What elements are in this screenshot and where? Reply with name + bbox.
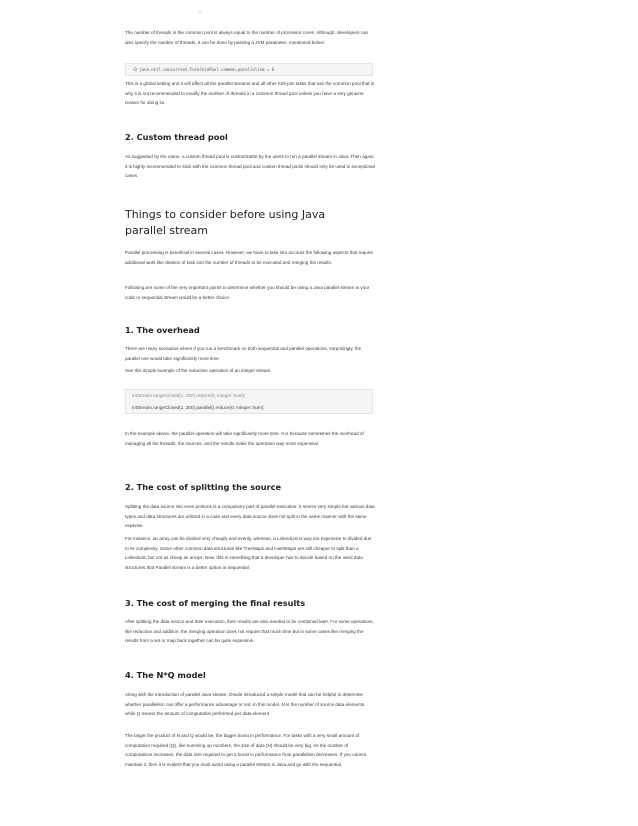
intro-paragraph-1: The number of threads in the common pool is always equal to the number of processor cores. Although, developers can also specify the number of threads. It can be done by passing a JVM parameter, mentioned below:: [125, 30, 369, 45]
parallel-code-line: IntStream.rangeClosed(1, 200).parallel().reduce(0, Integer::sum);: [132, 405, 265, 410]
merging-cost-heading: 3. The cost of merging the final results: [125, 598, 306, 608]
nq-paragraph-2: The larger the product of N and Q would be, the bigger boost in performance. For tasks with a very small amount of computation required (Q), like summing up numbers, the size of data (N) should be very big. As the number of computations increases, the data size required to get a boost in performance from parallelism decreases. If you cannot maintain it, then it is evident that you must avoid using a parallel stream in Java and go with the sequential.: [125, 733, 367, 767]
overhead-paragraph-2: See this simple example of the reduction operation of an integer stream.: [125, 368, 272, 373]
intro-paragraph-2: This is a global setting and it will affect all the parallel streams and all other fork-join tasks that use the common pool that is why it is not recommended to modify the number of threads in a common thread pool unless you have a very genuine reason for doing so.: [125, 81, 375, 106]
custom-thread-pool-paragraph: As suggested by the name, a custom thread pool is customizable by the users to run a parallel stream in Java. Then again, it is highly recommended to stick with the common thread pool and custom thread pools should only be used in exceptional cases.: [125, 154, 375, 179]
overhead-paragraph-3: In the example above, the parallel operation will take significantly more time. It is because sometimes the overhead of managing all the threads, the sources, and the results make the operation way more expensive.: [125, 431, 364, 446]
nq-paragraph-1: Along with the introduction of parallel Java stream, Oracle introduced a simple model that can be helpful to determine whether parallelism can offer a performance advantage or not. In this model, N is the number of source data elements, while Q means the amount of computation performed per data element.: [125, 692, 366, 717]
things-to-consider-heading: Things to consider before using Java parallel stream: [125, 208, 326, 237]
top-marker: [199, 12, 201, 13]
nq-model-heading: 4. The N*Q model: [125, 670, 206, 680]
splitting-paragraph-2: For instance, an array can be divided very cheaply and evenly, whereas, a LinkedList is way too expensive to divided due to its complexity. Some other common data structures like TreeMaps and HashMaps are still cheaper to split than a LinkedList, but not as cheap as arrays. Now, this is something that a developer has to decide based on the used data structures that Parallel stream is a better option or sequential.: [125, 536, 372, 570]
overhead-heading: 1. The overhead: [125, 325, 200, 335]
sequential-code-line: IntStream.rangeClosed(1, 200).reduce(0, Integer::sum);: [132, 393, 246, 398]
splitting-cost-heading: 2. The cost of splitting the source: [125, 482, 282, 492]
overhead-paragraph-1: There are many scenarios where if you run a benchmark on both sequential and parallel operations, surprisingly, the parallel one would take significantly more time.: [125, 346, 362, 361]
splitting-paragraph-1: Splitting the data source into even portions is a compulsory part of parallel execution. It seems very simple but various data types and data structures are utilized in a code and every data source does not split in the same manner with the same expense.: [125, 504, 375, 529]
things-paragraph-2: Following are some of the very important points to determine whether you should be using a Java parallel stream in your code or sequential stream would be a better choice.: [125, 285, 370, 300]
things-paragraph-1: Parallel processing is beneficial in several cases. However, we have to take into account the following aspects that require additional work like division of task into the number of threads to be executed and merging the results.: [125, 250, 373, 265]
intstream-code-block: [125, 389, 373, 414]
custom-thread-pool-heading: 2. Custom thread pool: [125, 132, 228, 142]
jvm-parameter-code: -D java.util.concurrent.ForkJoinPool.common.parallelism = 6: [132, 67, 275, 72]
jvm-parameter-code-block: [125, 63, 373, 76]
merging-paragraph: After splitting the data source and their execution, their results are also needed to be combined later. For some operations, like reduction and addition, the merging operation does not require that much time but in some cases like merging the results from a set or map back together can be quite expensive.: [125, 619, 374, 644]
